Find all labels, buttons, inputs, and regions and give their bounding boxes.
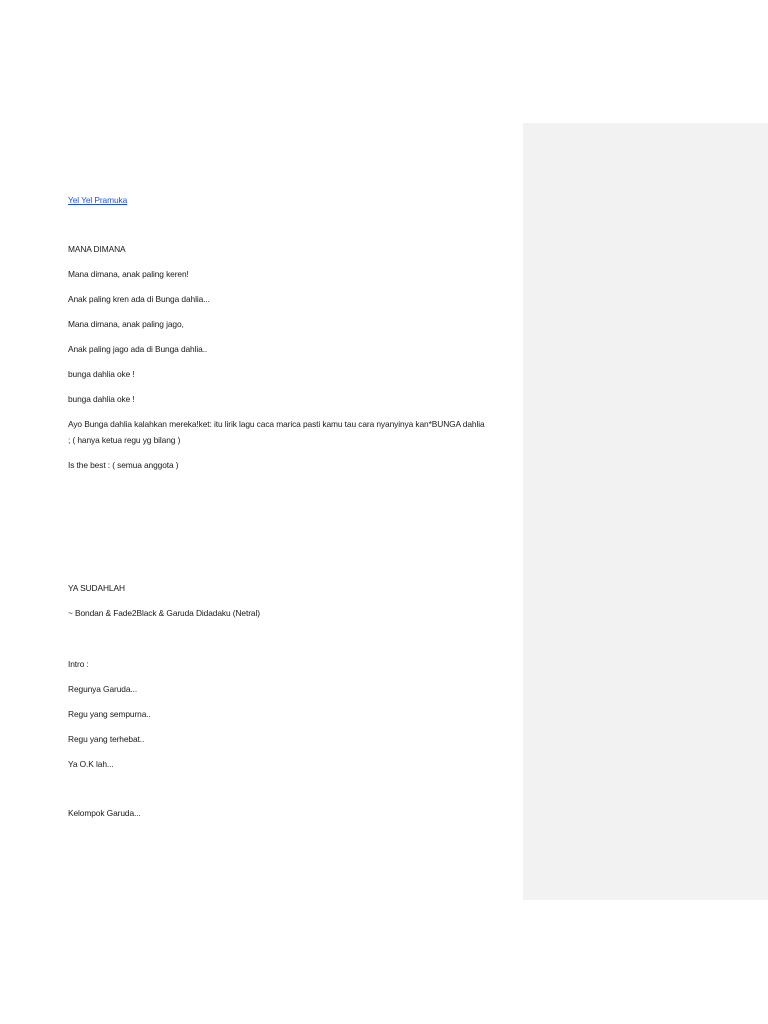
lyric-line: Anak paling kren ada di Bunga dahlia... xyxy=(68,294,210,304)
title-link[interactable]: Yel Yel Pramuka xyxy=(68,195,128,205)
song-title-ya-sudahlah: YA SUDAHLAH xyxy=(68,583,125,593)
lyric-closing: Is the best : ( semua anggota ) xyxy=(68,460,179,470)
lyric-line: Mana dimana, anak paling keren! xyxy=(68,269,189,279)
song-credit: ~ Bondan & Fade2Black & Garuda Didadaku (Netral) xyxy=(68,608,260,618)
lyric-line: Regu yang sempurna.. xyxy=(68,709,151,719)
lyric-line: Regu yang terhebat.. xyxy=(68,734,145,744)
lyric-line: Regunya Garuda... xyxy=(68,684,138,694)
lyric-paragraph: Ayo Bunga dahlia kalahkan mereka!ket: itu lirik lagu caca marica pasti kamu tau cara nyanyinya kan*BUNGA dahlia ; ( hanya ketua regu yg bilang ) xyxy=(68,419,485,445)
lyric-line: Ya O.K lah... xyxy=(68,759,114,769)
intro-label: Intro : xyxy=(68,659,89,669)
lyric-line: Mana dimana, anak paling jago, xyxy=(68,319,184,329)
lyric-line: bunga dahlia oke ! xyxy=(68,394,135,404)
song-title-mana-dimana: MANA DIMANA xyxy=(68,244,126,254)
lyric-line: bunga dahlia oke ! xyxy=(68,369,135,379)
lyric-line: Kelompok Garuda... xyxy=(68,808,141,818)
lyric-line: Anak paling jago ada di Bunga dahlia.. xyxy=(68,344,208,354)
comment-pane xyxy=(523,123,768,900)
